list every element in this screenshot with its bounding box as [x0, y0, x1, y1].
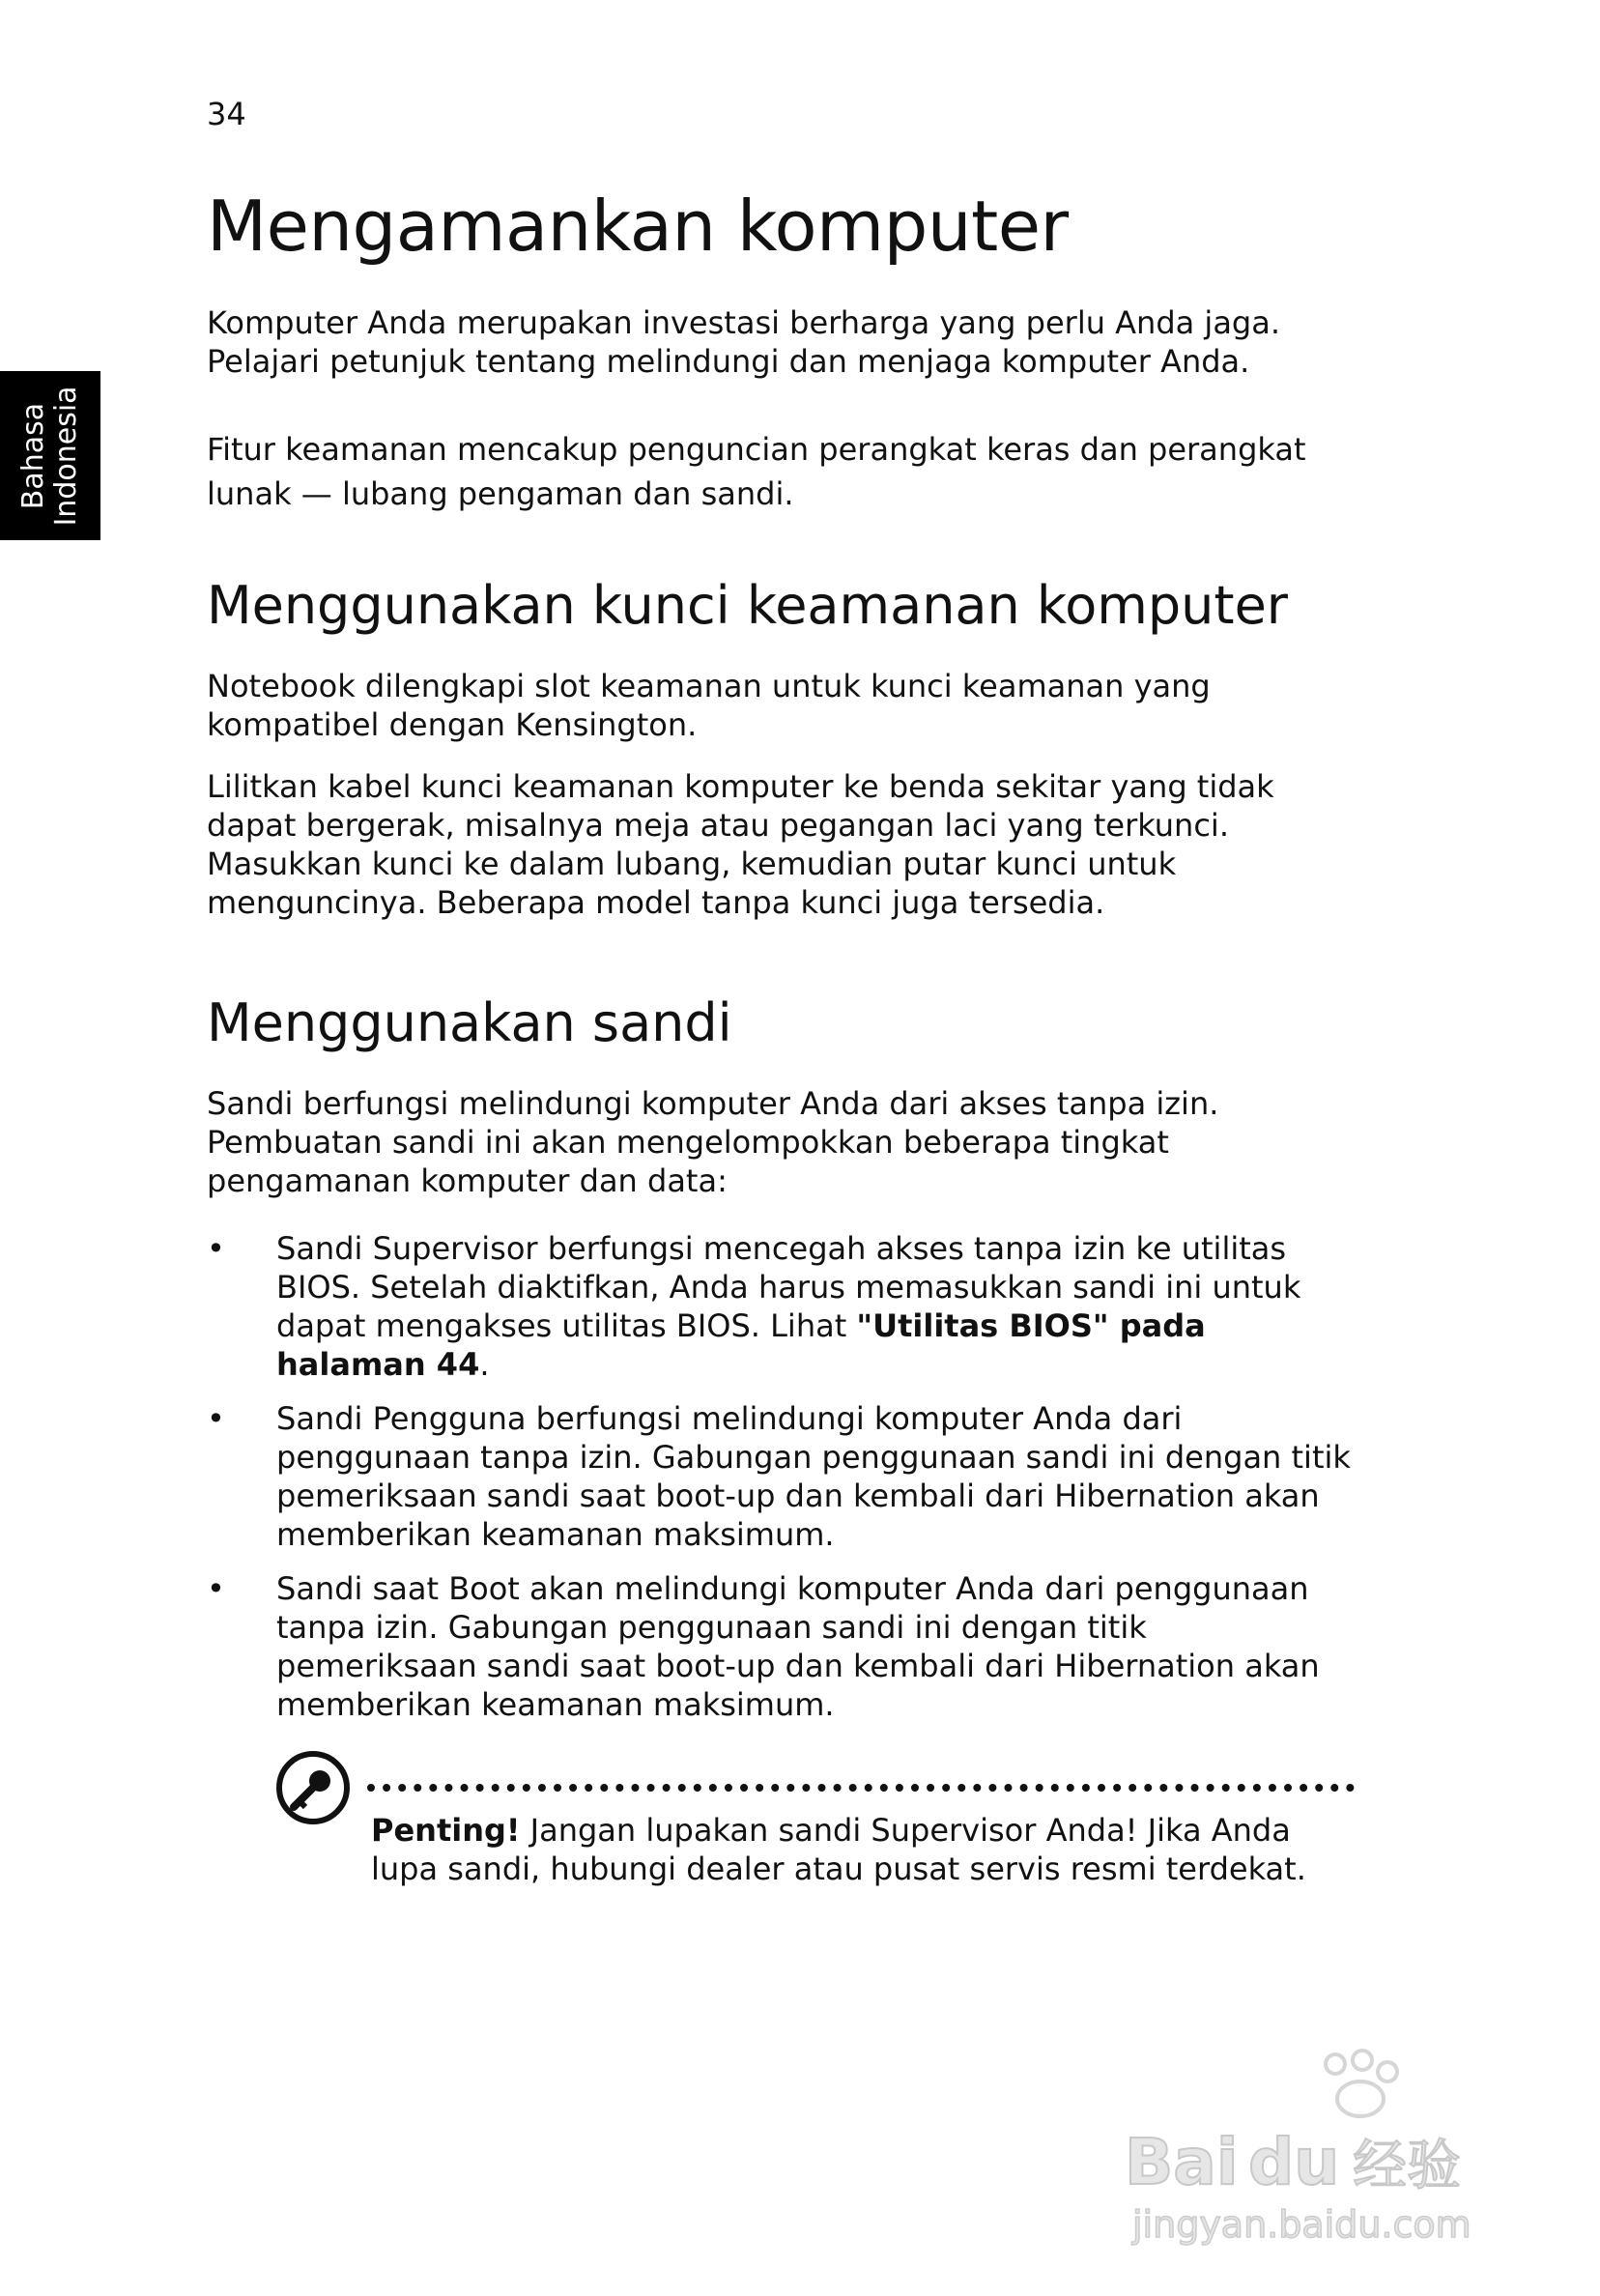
lock-paragraph-1: Notebook dilengkapi slot keamanan untuk kunci keamanan yang kompatibel dengan Kensington. — [207, 668, 1211, 743]
section-heading-password: Menggunakan sandi — [207, 992, 732, 1053]
list-item-tail: . — [479, 1346, 490, 1383]
list-item — [207, 1399, 1357, 1554]
page-title: Mengamankan komputer — [207, 186, 1069, 267]
list-item — [207, 1229, 1357, 1384]
bios-cross-reference: "Utilitas BIOS" pada halaman 44 — [276, 1307, 1206, 1383]
svg-text:jingyan.baidu.com: jingyan.baidu.com — [1132, 2203, 1471, 2246]
important-note — [274, 1749, 1357, 1904]
password-intro-paragraph: Sandi berfungsi melindungi komputer Anda dari akses tanpa izin. Pembuatan sandi ini akan mengelompokkan beberapa tingkat pengamanan komputer dan data: — [207, 1085, 1219, 1199]
note-body: Jangan lupakan sandi Supervisor Anda! Jika Anda lupa sandi, hubungi dealer atau pusat servis resmi terdekat. — [371, 1812, 1306, 1887]
language-side-tab — [0, 371, 100, 540]
side-tab-line-2: Indonesia — [49, 385, 83, 527]
list-item-text: Sandi Supervisor berfungsi mencegah akses tanpa izin ke utilitas BIOS. Setelah diaktifkan, Anda harus memasukkan sandi ini untuk dapat mengakses utilitas BIOS. Lihat — [276, 1230, 1301, 1344]
section-heading-lock: Menggunakan kunci keamanan komputer — [207, 575, 1288, 636]
key-icon — [274, 1749, 352, 1826]
svg-text:Bai: Bai — [1125, 2125, 1239, 2199]
svg-text:du: du — [1248, 2125, 1340, 2199]
list-item — [207, 1569, 1357, 1724]
svg-text:经验: 经验 — [1353, 2135, 1461, 2197]
bullet-glyph: • — [207, 1230, 225, 1267]
password-bullet-list — [207, 1229, 1357, 1724]
bullet-glyph: • — [207, 1400, 225, 1437]
page-content — [207, 184, 1357, 1904]
page-number: 34 — [207, 96, 246, 132]
dotted-divider — [367, 1784, 1355, 1792]
intro-paragraph-2: Fitur keamanan mencakup penguncian perangkat keras dan perangkat lunak — lubang pengaman dan sandi. — [207, 431, 1306, 512]
list-item-text: Sandi saat Boot akan melindungi komputer Anda dari penggunaan tanpa izin. Gabungan penggunaan sandi ini dengan titik pemeriksaan sandi saat boot-up dan kembali dari Hibernation akan memberikan keamanan maksimum. — [276, 1570, 1320, 1723]
lock-paragraph-2: Lilitkan kabel kunci keamanan komputer ke benda sekitar yang tidak dapat bergerak, misalnya meja atau pegangan laci yang terkunci. Masukkan kunci ke dalam lubang, kemudian putar kunci untuk menguncinya. Beberapa model tanpa kunci juga tersedia. — [207, 768, 1274, 921]
note-text — [371, 1811, 1318, 1888]
intro-paragraph-1: Komputer Anda merupakan investasi berharga yang perlu Anda jaga. Pelajari petunjuk tentang melindungi dan menjaga komputer Anda. — [207, 304, 1281, 380]
note-label: Penting! — [371, 1812, 521, 1849]
list-item-text: Sandi Pengguna berfungsi melindungi komputer Anda dari penggunaan tanpa izin. Gabungan penggunaan sandi ini dengan titik pemeriksaan sandi saat boot-up dan kembali dari Hibernation akan memberikan keamanan maksimum. — [276, 1400, 1351, 1553]
baidu-watermark — [1111, 2039, 1517, 2252]
bullet-glyph: • — [207, 1570, 225, 1607]
side-tab-line-1: Bahasa — [16, 402, 50, 509]
